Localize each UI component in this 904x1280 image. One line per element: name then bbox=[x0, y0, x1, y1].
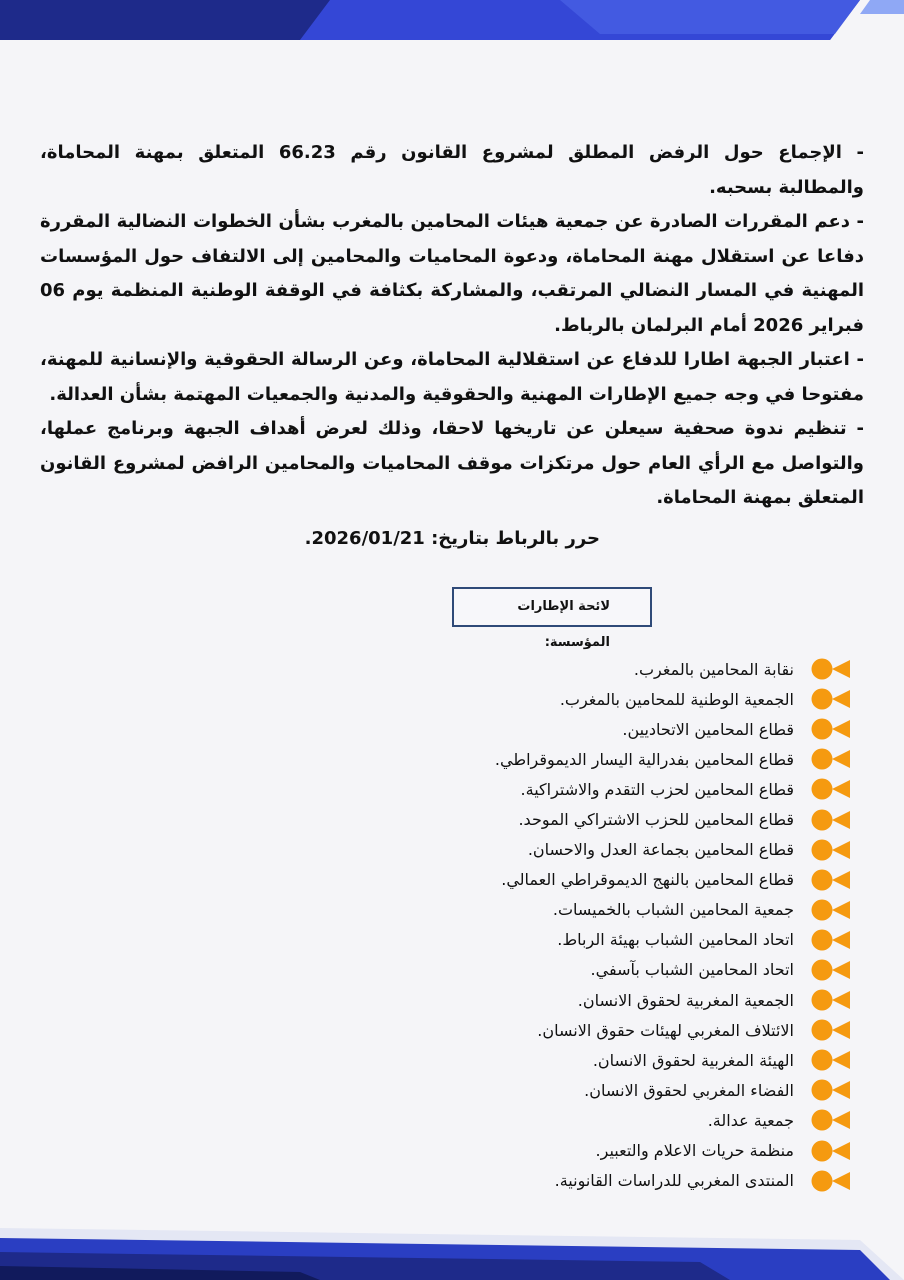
orange-arrow-circle-icon bbox=[806, 958, 852, 982]
org-name: اتحاد المحامين الشباب بآسفي. bbox=[590, 960, 794, 980]
org-list-item bbox=[420, 835, 852, 865]
orange-arrow-circle-icon bbox=[806, 687, 852, 711]
paragraph-1: - الإجماع حول الرفض المطلق لمشروع القانون رقم 66.23 المتعلق بمهنة المحاماة، والمطالبة بسحبه. bbox=[40, 142, 865, 198]
org-list-item bbox=[420, 1075, 852, 1105]
org-list-item bbox=[420, 985, 852, 1015]
org-list-item bbox=[420, 744, 852, 774]
orange-arrow-circle-icon bbox=[806, 988, 852, 1012]
org-list-item bbox=[420, 955, 852, 985]
org-name: الجمعية الوطنية للمحامين بالمغرب. bbox=[559, 689, 794, 709]
org-name: قطاع المحامين بالنهج الديموقراطي العمالي. bbox=[501, 870, 794, 890]
org-name: اتحاد المحامين الشباب بهيئة الرباط. bbox=[557, 930, 794, 950]
founding-list-title: لائحة الإطارات المؤسسة: bbox=[452, 587, 652, 627]
org-name: الائتلاف المغربي لهيئات حقوق الانسان. bbox=[537, 1020, 794, 1040]
org-list-item bbox=[420, 654, 852, 684]
org-list-item bbox=[420, 774, 852, 804]
org-list-item bbox=[420, 925, 852, 955]
orange-arrow-circle-icon bbox=[806, 868, 852, 892]
orange-arrow-circle-icon bbox=[806, 838, 852, 862]
org-list-item bbox=[420, 714, 852, 744]
org-list-item bbox=[420, 684, 852, 714]
org-name: قطاع المحامين بفدرالية اليسار الديموقراطي. bbox=[494, 749, 794, 769]
org-name: المنتدى المغربي للدراسات القانونية. bbox=[554, 1171, 794, 1191]
bottom-decorative-band bbox=[0, 1218, 904, 1280]
org-name: جمعية المحامين الشباب بالخميسات. bbox=[552, 900, 794, 920]
statement-body bbox=[40, 136, 864, 516]
orange-arrow-circle-icon bbox=[806, 1048, 852, 1072]
org-list-item bbox=[420, 1105, 852, 1135]
orange-arrow-circle-icon bbox=[806, 777, 852, 801]
orange-arrow-circle-icon bbox=[806, 1139, 852, 1163]
orange-arrow-circle-icon bbox=[806, 928, 852, 952]
org-list-item bbox=[420, 865, 852, 895]
org-name: قطاع المحامين لحزب التقدم والاشتراكية. bbox=[520, 779, 794, 799]
organizations-list bbox=[420, 654, 852, 1196]
orange-arrow-circle-icon bbox=[806, 1078, 852, 1102]
org-list-item bbox=[420, 895, 852, 925]
org-name: الجمعية المغربية لحقوق الانسان. bbox=[577, 990, 794, 1010]
org-name: قطاع المحامين الاتحاديين. bbox=[622, 719, 794, 739]
org-name: جمعية عدالة. bbox=[707, 1110, 794, 1130]
signoff-date: حرر بالرباط بتاريخ: 2026/01/21. bbox=[304, 528, 600, 549]
orange-arrow-circle-icon bbox=[806, 657, 852, 681]
paragraph-4: - تنظيم ندوة صحفية سيعلن عن تاريخها لاحقا، وذلك لعرض أهداف الجبهة وبرنامج عملها، والتواصل مع الرأي العام حول مرتكزات موقف المحاميات والمحامين الرافض لمشروع القانون المتعلق بمهنة المحاماة. bbox=[40, 418, 864, 508]
orange-arrow-circle-icon bbox=[806, 898, 852, 922]
orange-arrow-circle-icon bbox=[806, 717, 852, 741]
orange-arrow-circle-icon bbox=[806, 1169, 852, 1193]
org-list-item bbox=[420, 1166, 852, 1196]
org-name: قطاع المحامين بجماعة العدل والاحسان. bbox=[527, 840, 794, 860]
org-list-item bbox=[420, 804, 852, 834]
top-decorative-band bbox=[0, 0, 904, 40]
org-list-item bbox=[420, 1015, 852, 1045]
paragraph-3: - اعتبار الجبهة اطارا للدفاع عن استقلالية المحاماة، وعن الرسالة الحقوقية والإنسانية للمهنة، مفتوحا في وجه جميع الإطارات المهنية والحقوقية والمدنية والجمعيات المهتمة بشأن العدالة. bbox=[40, 349, 864, 405]
orange-arrow-circle-icon bbox=[806, 747, 852, 771]
org-name: الفضاء المغربي لحقوق الانسان. bbox=[584, 1080, 794, 1100]
org-name: نقابة المحامين بالمغرب. bbox=[633, 659, 794, 679]
org-name: منظمة حريات الاعلام والتعبير. bbox=[595, 1141, 794, 1161]
org-list-item bbox=[420, 1136, 852, 1166]
orange-arrow-circle-icon bbox=[806, 1108, 852, 1132]
org-name: الهيئة المغربية لحقوق الانسان. bbox=[592, 1050, 794, 1070]
paragraph-2: - دعم المقررات الصادرة عن جمعية هيئات المحامين بالمغرب بشأن الخطوات النضالية المقررة دفاعا عن استقلال مهنة المحاماة، ودعوة المحاميات والمحامين إلى الالتفاف حول المؤسسات المهنية في المسار النضالي المرتقب، والمشاركة بكثافة في الوقفة الوطنية المنظمة يوم 06 فبراير 2026 أمام البرلمان بالرباط. bbox=[40, 211, 864, 336]
orange-arrow-circle-icon bbox=[806, 808, 852, 832]
org-list-item bbox=[420, 1045, 852, 1075]
orange-arrow-circle-icon bbox=[806, 1018, 852, 1042]
org-name: قطاع المحامين للحزب الاشتراكي الموحد. bbox=[518, 810, 794, 830]
